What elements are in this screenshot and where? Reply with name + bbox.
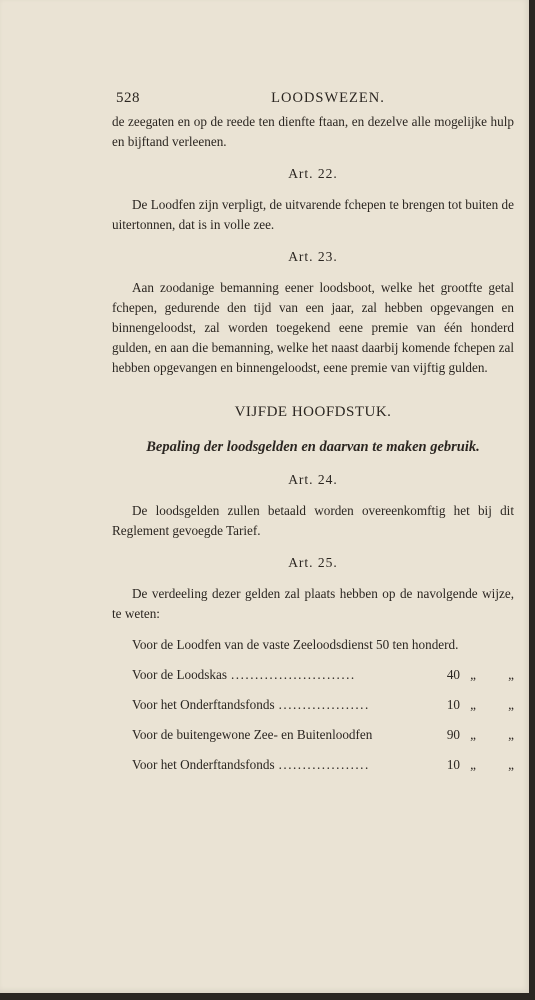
row-label: Voor de Loodskas (132, 667, 227, 682)
distribution-first-line (112, 630, 514, 660)
row-amount: 40 (446, 667, 460, 682)
row-ditto-mark: „ (470, 727, 476, 742)
page-edge-right (529, 0, 535, 1000)
article-24-text: De loodsgelden zullen betaald worden overeenkomftig het bij dit Reglement gevoegde Tarief. (112, 503, 514, 538)
page-content (112, 82, 514, 780)
article-22-text: De Loodfen zijn verpligt, de uitvarende fchepen te brengen tot buiten de uitertonnen, dat is in volle zee. (112, 197, 514, 232)
row-ditto-mark: „ (470, 697, 476, 712)
page-number: 528 (116, 90, 140, 106)
row-amount: 90 (446, 727, 460, 742)
row-amount: 10 (446, 697, 460, 712)
row-leader-dots: .......................... (231, 667, 356, 682)
row-ditto-mark: „ (508, 667, 514, 682)
distribution-first-line-text: Voor de Loodfen van de vaste Zeeloodsdienst 50 ten honderd. (132, 637, 459, 652)
article-22-heading: Art. 22. (288, 166, 338, 181)
distribution-row (112, 750, 514, 780)
article-23-heading: Art. 23. (288, 249, 338, 264)
row-ditto-mark: „ (508, 727, 514, 742)
row-ditto-mark: „ (508, 697, 514, 712)
distribution-list (112, 630, 514, 780)
distribution-row (112, 690, 514, 720)
row-leader-dots: ................... (278, 697, 370, 712)
page-edge-bottom (0, 993, 535, 1000)
row-ditto-mark: „ (508, 757, 514, 772)
row-amount: 10 (446, 757, 460, 772)
running-title: LOODSWEZEN. (271, 90, 385, 106)
distribution-row (112, 660, 514, 690)
chapter-subtitle: Bepaling der loodsgelden en daarvan te maken gebruik. (146, 439, 480, 455)
row-ditto-mark: „ (470, 757, 476, 772)
row-label: Voor het Onderftandsfonds (132, 757, 275, 772)
intro-paragraph: de zeegaten en op de reede ten dienfte ftaan, en dezelve alle mogelijke hulp en bijftand verleenen. (112, 114, 514, 149)
row-leader-dots: ................... (278, 757, 370, 772)
distribution-row (112, 720, 514, 750)
page-header (112, 82, 514, 112)
chapter-title: VIJFDE HOOFDSTUK. (234, 404, 392, 420)
article-23-text: Aan zoodanige bemanning eener loodsboot, welke het grootfte getal fchepen, gedurende den tijd van een jaar, zal hebben opgevangen en binnengeloodst, zal worden toegekend eene premie van één honderd gulden, en aan die bemanning, welke het naast daarbij komende fchepen zal hebben opgevangen en binnengeloodst, eene premie van vijftig gulden. (112, 280, 514, 375)
article-24-heading: Art. 24. (288, 472, 338, 487)
row-ditto-mark: „ (470, 667, 476, 682)
row-label: Voor het Onderftandsfonds (132, 697, 275, 712)
row-label: Voor de buitengewone Zee- en Buitenloodfen (132, 727, 373, 742)
article-25-heading: Art. 25. (288, 555, 338, 570)
article-25-text: De verdeeling dezer gelden zal plaats hebben op de navolgende wijze, te weten: (112, 586, 514, 621)
